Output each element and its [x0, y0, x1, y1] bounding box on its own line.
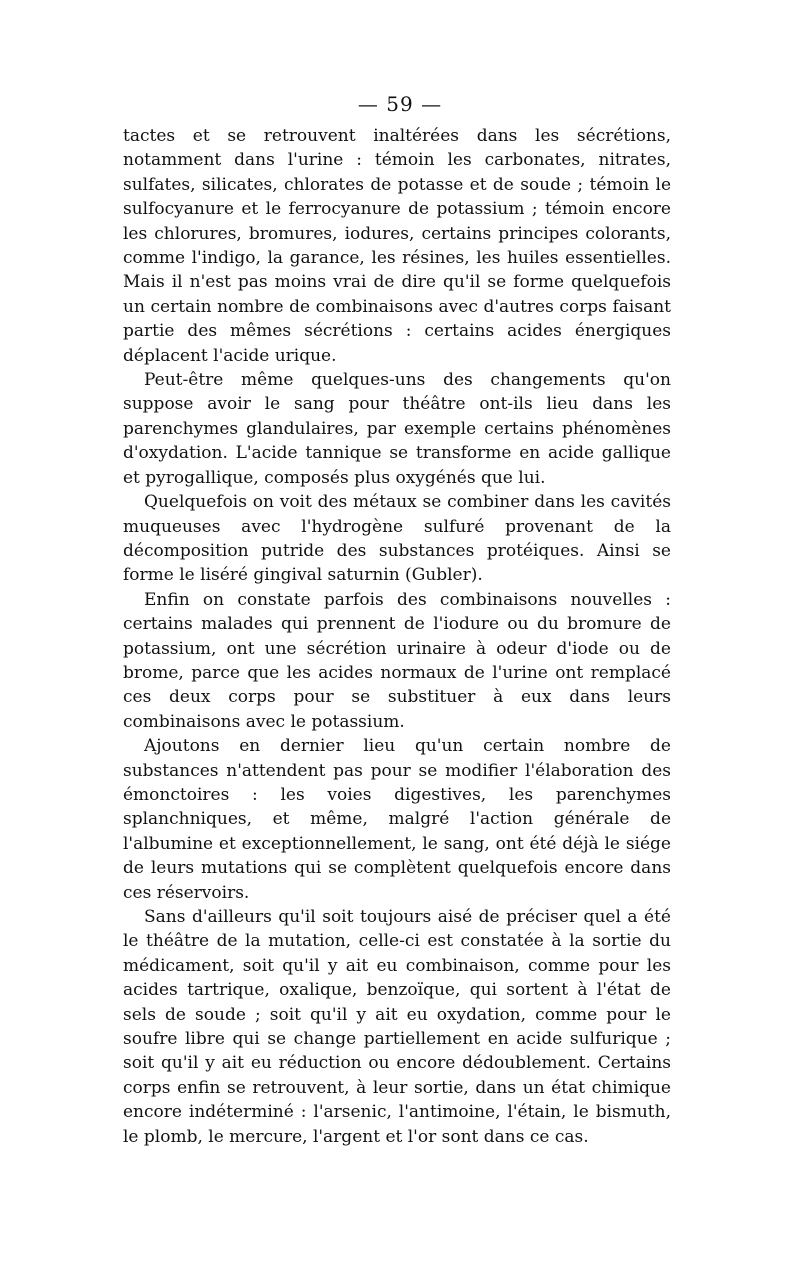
- paragraph-5: Ajoutons en dernier lieu qu'un certain nombre de substances n'attendent pas pour se modifier l'élaboration des émonctoires : les voies digestives, les parenchymes splanchniques, et même, malgré l'action générale de l'albumine et exceptionnellement, le sang, ont été déjà le siége de leurs mutations qui se complètent quelquefois encore dans ces réservoirs.: [123, 736, 671, 903]
- paragraph-3: Quelquefois on voit des métaux se combiner dans les cavités muqueuses avec l'hydrogène sulfuré provenant de la décomposition putride des substances protéiques. Ainsi se forme le liséré gingival saturnin (Gubler).: [123, 492, 671, 586]
- page-body-text: [123, 124, 671, 1149]
- paragraph-4: Enfin on constate parfois des combinaisons nouvelles : certains malades qui prennent de l'iodure ou du bromure de potassium, ont une sécrétion urinaire à odeur d'iode ou de brome, parce que les acides normaux de l'urine ont remplacé ces deux corps pour se substituer à eux dans leurs combinaisons avec le potassium.: [123, 589, 671, 732]
- page-number: — 59 —: [357, 92, 443, 116]
- paragraph-6: Sans d'ailleurs qu'il soit toujours aisé de préciser quel a été le théâtre de la mutation, celle-ci est constatée à la sortie du médicament, soit qu'il y ait eu combinaison, comme pour les acides tartrique, oxalique, benzoïque, qui sortent à l'état de sels de soude ; soit qu'il y ait eu oxydation, comme pour le soufre libre qui se change partiellement en acide sulfurique ; soit qu'il y ait eu réduction ou encore dédoublement. Certains corps enfin se retrouvent, à leur sortie, dans un état chimique encore indéterminé : l'arsenic, l'antimoine, l'étain, le bismuth, le plomb, le mercure, l'argent et l'or sont dans ce cas.: [123, 907, 671, 1147]
- paragraph-2: Peut-être même quelques-uns des changements qu'on suppose avoir le sang pour théâtre ont-ils lieu dans les parenchymes glandulaires, par exemple certains phénomènes d'oxydation. L'acide tannique se transforme en acide gallique et pyrogallique, composés plus oxygénés que lui.: [123, 370, 671, 488]
- paragraph-1: tactes et se retrouvent inaltérées dans les sécrétions, notamment dans l'urine : témoin les carbonates, nitrates, sulfates, silicates, chlorates de potasse et de soude ; témoin le sulfocyanure et le ferrocyanure de potassium ; témoin encore les chlorures, bromures, iodures, certains principes colorants, comme l'indigo, la garance, les résines, les huiles essentielles. Mais il n'est pas moins vrai de dire qu'il se forme quelquefois un certain nombre de combinaisons avec d'autres corps faisant partie des mêmes sécrétions : certains acides énergiques déplacent l'acide urique.: [123, 126, 671, 366]
